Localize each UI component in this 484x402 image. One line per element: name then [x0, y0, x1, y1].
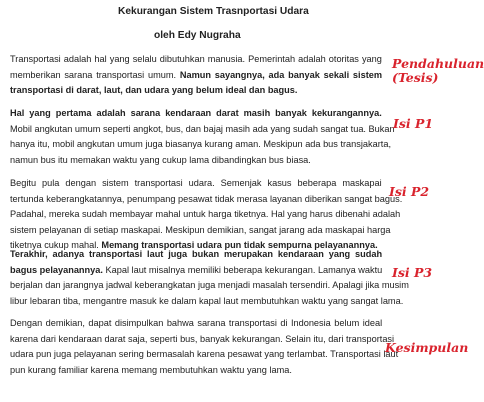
text-segment: Dengan demikian, dapat disimpulkan bahwa sarana transportasi di Indonesia belum ideal — [10, 318, 383, 328]
annotation-isi-p2: Isi P2 — [389, 184, 430, 199]
text-segment: Mobil angkutan umum seperti angkot, bus, dan bajaj masih ada yang sudah sangat tua. Bukan — [10, 123, 395, 134]
text-segment: memberikan sarana transportasi umum. — [10, 69, 180, 80]
annotation-isi-p3: Isi P3 — [392, 265, 433, 280]
text-segment: berjalan dan jarangnya jadwal keberangkatan juga menjadi masalah tersendiri. Apalagi jika musim — [10, 280, 409, 291]
text-segment: tertunda keberangkatannya, penumpang pesawat tidak merasa layanan diberikan sangat bagus. — [10, 193, 403, 204]
paragraph-body-3 — [10, 247, 409, 309]
paragraph-line — [10, 137, 391, 153]
text-segment: tiketnya cukup mahal. — [10, 240, 102, 251]
bold-text-segment: Hal yang pertama adalah sarana kendaraan darat masih banyak kekurangannya. — [10, 108, 382, 118]
paragraph-line — [10, 52, 382, 68]
paragraph-line — [10, 192, 403, 208]
paragraph-line — [10, 106, 382, 122]
paragraph-line — [10, 347, 399, 363]
paragraph-line — [10, 278, 409, 294]
paragraph-line — [10, 316, 382, 332]
paragraph-line — [10, 294, 404, 310]
paragraph-line — [10, 176, 382, 192]
text-segment: udara pun juga pelayanan sering bermasalah karena pesawat yang terlambat. Transportasi laut — [10, 349, 399, 360]
text-segment: namun bus itu memakan waktu yang cukup lama dibandingkan bus biasa. — [10, 154, 311, 165]
bold-text-segment: transportasi di darat, laut, dan udara yang belum ideal dan bagus. — [10, 85, 298, 96]
text-segment: hanya itu, mobil angkutan umum juga biasanya kurang aman. Meskipun ada bus transjakarta, — [10, 139, 391, 150]
bold-text-segment: Terakhir, adanya transportasi laut juga bukan merupakan kendaraan yang sudah — [10, 249, 383, 259]
paragraph-line — [10, 68, 382, 84]
bold-text-segment: Namun sayangnya, ada banyak sekali sistem — [179, 69, 383, 80]
paragraph-line — [10, 332, 395, 348]
paragraph-line — [10, 122, 395, 138]
paragraph-introduction — [10, 52, 382, 99]
paragraph-line — [10, 247, 382, 263]
text-segment: karena dari kendaraan darat saja, seperti bus, banyak kekurangan. Selain itu, dari transportasi — [10, 333, 395, 344]
annotation-isi-p1: Isi P1 — [393, 116, 434, 131]
essay-title: Kekurangan Sistem Trasnportasi Udara — [118, 6, 309, 17]
paragraph-line — [10, 207, 401, 223]
text-segment: sistem pelayanan di setiap maskapai. Meskipun demikian, sangat jarang ada maskapai harga — [10, 224, 391, 235]
paragraph-line — [10, 83, 382, 99]
text-segment: Transportasi adalah hal yang selalu dibutuhkan manusia. Pemerintah adalah otoritas yang — [10, 54, 382, 64]
paragraph-body-1 — [10, 106, 395, 168]
text-segment: Kapal laut misalnya memiliki beberapa kekurangan. Lamanya waktu — [102, 264, 383, 275]
text-segment: pun kurang familiar karena memang membutuhkan waktu yang lama. — [10, 364, 292, 375]
paragraph-line — [10, 153, 382, 169]
text-segment: Padahal, mereka sudah membayar mahal untuk harga tiketnya. Hal yang harus dibenahi adalah — [10, 209, 401, 220]
bold-text-segment: Memang transportasi udara pun tidak sempurna pelayanannya. — [101, 240, 378, 251]
text-segment: Begitu pula dengan sistem transportasi udara. Semenjak kasus beberapa maskapai — [10, 178, 382, 188]
essay-author: oleh Edy Nugraha — [154, 30, 241, 41]
text-segment: libur lebaran tiba, mengantre masuk ke dalam kapal laut membutuhkan waktu yang sangat lama. — [10, 295, 404, 306]
paragraph-conclusion — [10, 316, 399, 378]
annotation-conclusion: Kesimpulan — [385, 340, 469, 355]
annotation-introduction-label: Pendahuluan — [392, 56, 484, 71]
paragraph-line — [10, 263, 382, 279]
annotation-thesis-label: (Tesis) — [392, 70, 439, 85]
paragraph-line — [10, 363, 382, 379]
annotation-introduction — [392, 57, 484, 85]
bold-text-segment: bagus pelayanannya. — [10, 264, 103, 275]
paragraph-line — [10, 223, 391, 239]
